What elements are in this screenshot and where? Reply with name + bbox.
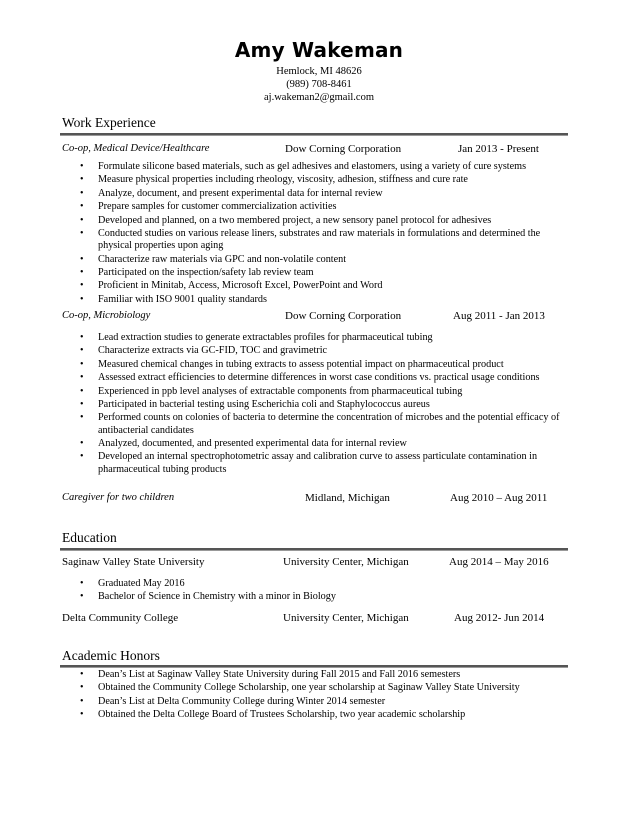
section-title-education: Education	[62, 530, 117, 545]
list-item: • Measured chemical changes in tubing extracts to assess potential impact on pharmaceutical product	[78, 359, 568, 371]
school-name: Saginaw Valley State University	[62, 556, 205, 568]
school-name: Delta Community College	[62, 612, 179, 624]
list-item: • Analyzed, documented, and presented experimental data for internal review	[78, 438, 568, 450]
list-item: • Graduated May 2016	[78, 578, 568, 590]
phone: (989) 708-8461	[286, 79, 352, 90]
list-item: • Obtained the Community College Scholarship, one year scholarship at Saginaw Valley State University	[78, 682, 568, 694]
job-location: Midland, Michigan	[305, 492, 390, 504]
job-role: Co-op, Microbiology	[62, 310, 151, 321]
list-item: • Characterize extracts via GC-FID, TOC and gravimetric	[78, 345, 568, 357]
section-title-academic-honors: Academic Honors	[62, 648, 160, 663]
school-location: University Center, Michigan	[283, 556, 409, 568]
list-item: • Formulate silicone based materials, such as gel adhesives and elastomers, using a variety of cure systems	[78, 161, 568, 173]
job-role: Co-op, Medical Device/Healthcare	[62, 143, 210, 154]
list-item: • Dean’s List at Delta Community College during Winter 2014 semester	[78, 696, 568, 708]
list-item: • Analyze, document, and present experimental data for internal review	[78, 188, 568, 200]
job-dates: Aug 2010 – Aug 2011	[450, 492, 548, 504]
school-location: University Center, Michigan	[283, 612, 409, 624]
list-item: • Familiar with ISO 9001 quality standards	[78, 294, 568, 306]
section-divider	[60, 133, 568, 136]
list-item: • Conducted studies on various release liners, substrates and raw materials in formulations and determined the physical properties upon aging	[78, 228, 568, 252]
list-item: • Developed an internal spectrophotometric assay and calibration curve to assess particulate contamination in pharmaceutical tubing products	[78, 451, 568, 475]
address: Hemlock, MI 48626	[276, 66, 362, 77]
section-title-work-experience: Work Experience	[62, 115, 156, 130]
honors-bullets	[78, 669, 568, 723]
job-company: Dow Corning Corporation	[285, 143, 402, 155]
job-dates: Jan 2013 - Present	[458, 143, 539, 155]
list-item: • Developed and planned, on a two membered project, a new sensory panel protocol for adhesives	[78, 215, 568, 227]
list-item: • Bachelor of Science in Chemistry with a minor in Biology	[78, 591, 568, 603]
job-bullets	[78, 161, 568, 307]
list-item: • Characterize raw materials via GPC and non-volatile content	[78, 254, 568, 266]
list-item: • Proficient in Minitab, Access, Microsoft Excel, PowerPoint and Word	[78, 280, 568, 292]
list-item: • Performed counts on colonies of bacteria to determine the concentration of microbes and the potential efficacy of antibacterial candidates	[78, 412, 568, 436]
job-bullets	[78, 332, 568, 477]
list-item: • Participated on the inspection/safety lab review team	[78, 267, 568, 279]
list-item: • Participated in bacterial testing using Escherichia coli and Staphylococcus aureus	[78, 399, 568, 411]
list-item: • Measure physical properties including rheology, viscosity, adhesion, stiffness and cure rate	[78, 174, 568, 186]
list-item: • Obtained the Delta College Board of Trustees Scholarship, two year academic scholarship	[78, 709, 568, 721]
section-divider	[60, 548, 568, 551]
school-dates: Aug 2012- Jun 2014	[454, 612, 545, 624]
list-item: • Dean’s List at Saginaw Valley State University during Fall 2015 and Fall 2016 semesters	[78, 669, 568, 681]
list-item: • Lead extraction studies to generate extractables profiles for pharmaceutical tubing	[78, 332, 568, 344]
section-divider	[60, 665, 568, 668]
job-dates: Aug 2011 - Jan 2013	[453, 310, 545, 322]
school-bullets	[78, 578, 568, 605]
list-item: • Assessed extract efficiencies to determine differences in worst case conditions vs. practical usage conditions	[78, 372, 568, 384]
list-item: • Prepare samples for customer commercialization activities	[78, 201, 568, 213]
candidate-name: Amy Wakeman	[234, 38, 404, 62]
job-company: Dow Corning Corporation	[285, 310, 402, 322]
job-role: Caregiver for two children	[62, 492, 175, 503]
school-dates: Aug 2014 – May 2016	[449, 556, 549, 568]
list-item: • Experienced in ppb level analyses of extractable components from pharmaceutical tubing	[78, 386, 568, 398]
email: aj.wakeman2@gmail.com	[264, 92, 374, 103]
